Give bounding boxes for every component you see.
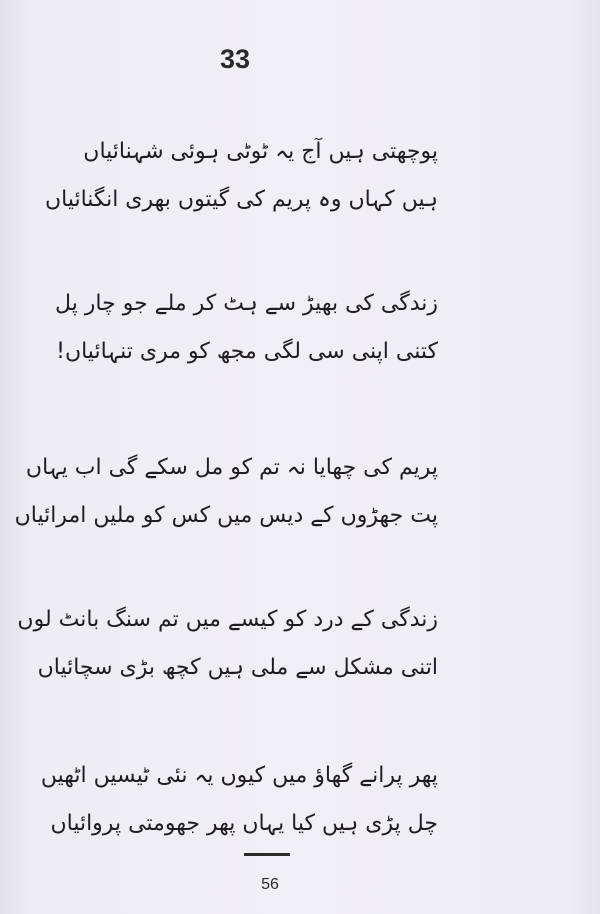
stanza-4 xyxy=(17,596,438,692)
poem-number: 33 xyxy=(219,44,251,74)
verse-line: کتنی اپنی سی لگی مجھ کو مری تنہائیاں! xyxy=(56,339,438,364)
verse-line: ہیں کہاں وہ پریم کی گیتوں بھری انگنائیاں xyxy=(44,187,438,212)
page-number: 56 xyxy=(261,876,279,893)
stanza-1 xyxy=(44,128,438,224)
verse-line: زندگی کی بھیڑ سے ہٹ کر ملے جو چار پل xyxy=(55,291,438,316)
verse-line: پت جھڑوں کے دیس میں کس کو ملیں امرائیاں xyxy=(14,503,438,528)
end-divider xyxy=(244,853,290,856)
verse-line: پھر پرانے گھاؤ میں کیوں یہ نئی ٹیسیں اٹھیں xyxy=(40,763,438,788)
verse-line: پوچھتی ہیں آج یہ ٹوٹی ہوئی شہنائیاں xyxy=(83,139,438,164)
stanza-2 xyxy=(55,280,438,376)
verse-line: چل پڑی ہیں کیا یہاں پھر جھومتی پروائیاں xyxy=(50,811,438,836)
verse-line: اتنی مشکل سے ملی ہیں کچھ بڑی سچائیاں xyxy=(37,655,438,680)
stanza-5 xyxy=(40,752,438,848)
stanza-3 xyxy=(14,444,438,540)
verse-line: زندگی کے درد کو کیسے میں تم سنگ بانٹ لوں xyxy=(17,607,438,632)
verse-line: پریم کی چھایا نہ تم کو مل سکے گی اب یہاں xyxy=(25,455,438,480)
